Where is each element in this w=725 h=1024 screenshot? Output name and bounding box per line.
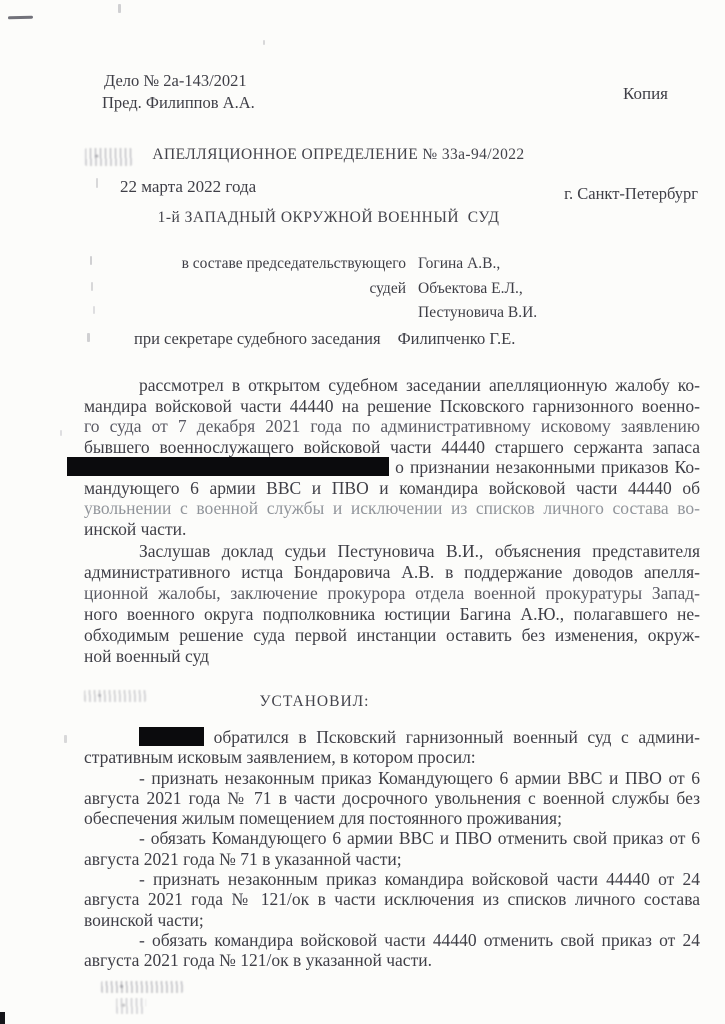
body-line: рассмотрел в открытом судебном заседании апелляционную жалобу ко- [139, 375, 700, 395]
body-line: обратился в Псковский гарнизонный военный суд с админи- [213, 727, 700, 747]
body-line: августа 2021 года № 71 в части досрочного увольнения с военной службы без [84, 787, 700, 808]
copy-stamp: Копия [622, 84, 668, 103]
judges-label: судей [369, 279, 406, 297]
claim-item-line: - признать незаконным приказ Командующего 6 армии ВВС и ПВО от 6 [139, 767, 700, 788]
document-title: АПЕЛЛЯЦИОННОЕ ОПРЕДЕЛЕНИЕ № 33а-94/2022 [152, 146, 525, 163]
redaction-bar [67, 457, 389, 476]
scan-smudge [116, 998, 146, 1014]
body-line: мандира войсковой части 44440 на решение Псковского гарнизонного военно- [84, 395, 700, 416]
empty-label [84, 301, 406, 326]
judge-name: Объектова Е.Л., [418, 279, 523, 297]
scan-speck [60, 430, 62, 436]
court-composition-block [84, 252, 544, 326]
scan-speck [64, 735, 67, 743]
scan-speck [96, 178, 98, 188]
body-line: ного военного округа подполковника юстиции Багина А.Ю., полагавшего не- [84, 604, 700, 624]
body-line: августа 2021 года № 121/ок в части исключения из списков личного состава [84, 889, 700, 910]
scan-artifact-corner-mark [0, 1012, 5, 1024]
paragraph-heard [84, 541, 700, 667]
secretary-line [134, 329, 515, 349]
claim-item-line: - обязать командира войсковой части 44440 отменить свой приказ от 24 [139, 929, 700, 950]
claim-item-line: - обязать Командующего 6 армии ВВС и ПВО отменить свой приказ от 6 [139, 828, 700, 849]
body-line: Заслушав доклад судьи Пестуновича В.И., объяснения представителя [139, 541, 700, 561]
presiding-label: в составе председательствующего [181, 255, 406, 272]
claim-item-line: - признать незаконным приказ командира войсковой части 44440 от 24 [139, 869, 700, 890]
document-city: г. Санкт-Петербург [564, 184, 698, 203]
scan-speck [263, 40, 265, 45]
redaction-bar [139, 727, 204, 746]
body-line: бывшего военнослужащего войсковой части 44440 старшего сержанта запаса [84, 436, 700, 457]
body-line: августа 2021 года № 71 в указанной части; [84, 848, 402, 869]
court-name: 1-й ЗАПАДНЫЙ ОКРУЖНОЙ ВОЕННЫЙ СУД [157, 209, 500, 226]
body-line: обходимым решение суда первой инстанции оставить без изменения, окруж- [84, 625, 700, 645]
body-line: стративным исковым заявлением, в котором просил: [84, 747, 476, 768]
document-date: 22 марта 2022 года [120, 177, 257, 196]
paragraph-considered [84, 375, 700, 539]
body-line: инской части. [84, 518, 187, 539]
scan-smudge [101, 981, 183, 993]
body-line: ной военный суд [84, 646, 210, 666]
composition-row [84, 277, 544, 302]
body-line: административного истца Бондаровича А.В. в поддержание доводов апелля- [84, 562, 700, 582]
paragraph-claims [84, 727, 700, 971]
body-line: о признании незаконными приказов Ко- [395, 457, 700, 477]
body-line: го суда от 7 декабря 2021 года по административному исковому заявлению [84, 416, 700, 436]
body-line-with-redaction [84, 457, 700, 478]
body-line: обеспечения жилым помещением для постоянного проживания; [84, 808, 562, 829]
scan-speck [87, 333, 90, 342]
composition-row [84, 301, 544, 326]
body-line-with-redaction [84, 727, 700, 747]
body-line: ционной жалобы, заключение прокурора отдела военной прокуратуры Запад- [84, 583, 700, 603]
body-line: воинской части; [84, 909, 204, 930]
case-number: Дело № 2а-143/2021 [104, 71, 247, 90]
scan-artifact-dash [8, 16, 33, 20]
section-heading-ustanovil: УСТАНОВИЛ: [259, 693, 370, 710]
body-line: увольнении с военной службы и исключении из списков личного состава во- [84, 498, 700, 518]
judge-name: Пестуновича В.И. [418, 304, 538, 321]
presiding-judge-name: Гогина А.В., [418, 255, 501, 272]
secretary-label: при секретаре судебного заседания [134, 329, 381, 348]
secretary-name: Филипченко Г.Е. [397, 329, 516, 348]
body-line: мандующего 6 армии ВВС и ПВО и командира войсковой части 44440 об [84, 477, 700, 498]
presiding-judge-note: Пред. Филиппов А.А. [102, 93, 255, 112]
scan-speck [118, 4, 121, 13]
body-line: августа 2021 года № 121/ок в указанной части. [84, 950, 432, 971]
composition-row [84, 252, 544, 277]
